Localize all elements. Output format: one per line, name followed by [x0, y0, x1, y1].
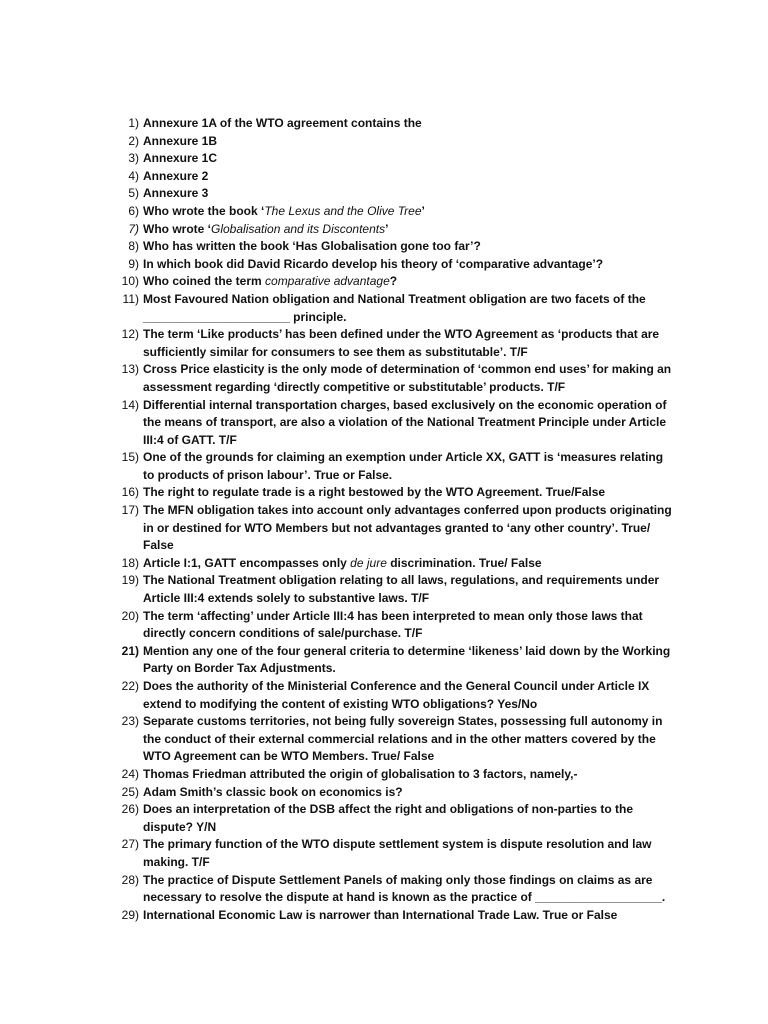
question-item: [113, 203, 673, 221]
question-item: [113, 608, 673, 643]
question-text-main: Separate customs territories, not being fully sovereign States, possessing full autonomy in the conduct of their external commercial relations and in the other matters covered by the WTO Agreement can be WTO Members. True/ False: [143, 714, 663, 764]
question-text: [143, 555, 673, 573]
question-item: [113, 185, 673, 203]
question-text-main: Annexure 1C: [143, 151, 218, 166]
question-text-main: The National Treatment obligation relating to all laws, regulations, and requirements under Article III:4 extends solely to substantive laws. T/F: [143, 573, 660, 606]
question-text-italic: The Lexus and the Olive Tree: [264, 203, 422, 218]
question-text: [143, 836, 673, 871]
question-number: 2): [128, 133, 139, 148]
question-text: [143, 221, 673, 239]
question-item: [113, 150, 673, 168]
question-text: [143, 608, 673, 643]
question-text-main: Who wrote the book ‘: [143, 203, 265, 218]
question-text: [143, 784, 673, 802]
question-item: [113, 643, 673, 678]
question-text-suffix: discrimination. True/ False: [386, 555, 542, 570]
question-number: 25): [121, 784, 139, 799]
question-number: 28): [121, 872, 139, 887]
question-text-main: Annexure 1B: [143, 133, 218, 148]
question-item: [113, 836, 673, 871]
question-text-suffix: ?: [389, 274, 398, 289]
question-number: 9): [128, 256, 139, 271]
question-number: 19): [121, 573, 139, 588]
question-number: 23): [121, 714, 139, 729]
question-number: 18): [121, 555, 139, 570]
question-text: [143, 643, 673, 678]
question-text: [143, 203, 673, 221]
question-text-main: Does an interpretation of the DSB affect the right and obligations of non-parties to the dispute? Y/N: [143, 802, 634, 834]
question-number: 20): [121, 608, 139, 623]
question-item: [113, 238, 673, 256]
question-text-main: Annexure 3: [143, 186, 209, 201]
question-text-main: Adam Smith’s classic book on economics is?: [143, 784, 403, 799]
question-number: 10): [121, 274, 139, 289]
question-number: 4): [128, 168, 139, 183]
question-item: [113, 872, 673, 907]
question-item: [113, 273, 673, 291]
question-text-suffix: ’: [421, 203, 425, 218]
question-item: [113, 221, 673, 239]
question-text-main: The term ‘affecting’ under Article III:4 has been interpreted to mean only those laws that directly concern conditions of sale/purchase. T/F: [143, 608, 643, 641]
question-text-italic: Globalisation and its Discontents: [211, 221, 386, 236]
question-text: [143, 326, 673, 361]
question-text-italic: comparative advantage: [265, 274, 390, 289]
question-text-main: Annexure 1A of the WTO agreement contains the: [143, 116, 422, 130]
question-text: [143, 291, 673, 326]
question-item: [113, 713, 673, 766]
question-item: [113, 766, 673, 784]
question-number: 27): [121, 837, 139, 852]
question-number: 21): [121, 643, 139, 658]
question-text-italic: de jure: [350, 555, 387, 570]
question-text: [143, 484, 673, 502]
question-text-main: The practice of Dispute Settlement Panels of making only those findings on claims as are necessary to resolve the dispute at hand is known as the practice of ___________________.: [143, 872, 666, 905]
question-item: [113, 291, 673, 326]
question-item: [113, 572, 673, 607]
question-item: [113, 326, 673, 361]
question-text-main: In which book did David Ricardo develop his theory of ‘comparative advantage’?: [143, 256, 604, 271]
question-number: 15): [121, 450, 139, 465]
question-number: 11): [122, 291, 139, 306]
question-text-main: Who wrote ‘: [143, 221, 211, 236]
question-text: [143, 150, 673, 168]
question-text: [143, 397, 673, 450]
question-item: [113, 133, 673, 151]
question-text: [143, 572, 673, 607]
question-item: [113, 678, 673, 713]
question-number: 13): [121, 362, 139, 377]
question-number: 16): [121, 485, 139, 500]
question-text-main: Who coined the term: [143, 274, 266, 289]
question-text-main: The right to regulate trade is a right bestowed by the WTO Agreement. True/False: [143, 485, 606, 500]
question-text-main: The MFN obligation takes into account only advantages conferred upon products originating in or destined for WTO Members but not advantages granted to ‘any other country’. True/ False: [143, 503, 672, 553]
question-number: 22): [121, 679, 139, 693]
question-text-main: Who has written the book ‘Has Globalisation gone too far’?: [143, 239, 481, 254]
question-number: 26): [121, 802, 139, 817]
question-item: [113, 801, 673, 836]
question-number: 24): [121, 766, 139, 781]
question-text-main: The primary function of the WTO dispute settlement system is dispute resolution and law making. T/F: [143, 837, 652, 869]
question-text-suffix: ’: [385, 221, 389, 236]
question-number: 1): [128, 116, 139, 130]
question-list: [113, 115, 673, 924]
question-text-main: Thomas Friedman attributed the origin of globalisation to 3 factors, namely,-: [143, 766, 578, 781]
question-item: [113, 555, 673, 573]
question-text: [143, 766, 673, 784]
question-text: [143, 256, 673, 274]
question-text: [143, 907, 673, 925]
question-item: [113, 907, 673, 925]
question-text-main: One of the grounds for claiming an exemption under Article XX, GATT is ‘measures relating to products of prison labour’. True or False.: [143, 450, 664, 482]
question-text: [143, 872, 673, 907]
question-text: [143, 449, 673, 484]
question-text-main: Differential internal transportation charges, based exclusively on the economic operation of the means of transport, are also a violation of the National Treatment Principle under Article III:4 of GATT. T/F: [143, 397, 667, 447]
question-text-main: Does the authority of the Ministerial Conference and the General Council under Article IX extend to modifying the content of existing WTO obligations? Yes/No: [143, 679, 650, 711]
question-text-main: Annexure 2: [143, 168, 209, 183]
question-text: [143, 238, 673, 256]
question-text-main: Most Favoured Nation obligation and National Treatment obligation are two facets of the ______________________ principle.: [143, 291, 646, 324]
question-number: 8): [128, 239, 139, 254]
question-number: 7): [128, 221, 139, 236]
question-item: [113, 449, 673, 484]
question-text-main: Cross Price elasticity is the only mode of determination of ‘common end uses’ for making an assessment regarding ‘directly competitive or substitutable’ products. T/F: [143, 362, 672, 394]
question-number: 17): [121, 503, 139, 518]
question-text: [143, 185, 673, 203]
question-number: 6): [128, 203, 139, 218]
question-number: 5): [128, 186, 139, 201]
question-item: [113, 168, 673, 186]
question-text-main: International Economic Law is narrower than International Trade Law. True or False: [143, 907, 618, 922]
question-number: 29): [121, 907, 139, 922]
question-text: [143, 133, 673, 151]
question-text: [143, 713, 673, 766]
question-text-main: The term ‘Like products’ has been defined under the WTO Agreement as ‘products that are sufficiently similar for consumers to see them as substitutable’. T/F: [143, 327, 660, 359]
question-text: [143, 502, 673, 555]
question-text-main: Article I:1, GATT encompasses only: [143, 555, 351, 570]
question-item: [113, 784, 673, 802]
question-number: 12): [121, 327, 139, 342]
question-text: [143, 168, 673, 186]
question-text-main: Mention any one of the four general criteria to determine ‘likeness’ laid down by the Working Party on Border Tax Adjustments.: [143, 643, 671, 676]
question-item: [113, 397, 673, 450]
question-item: [113, 256, 673, 274]
question-text: [143, 801, 673, 836]
question-item: [113, 361, 673, 396]
question-number: 3): [128, 151, 139, 166]
question-text: [143, 361, 673, 396]
question-text: [143, 115, 673, 133]
question-item: [113, 502, 673, 555]
question-number: 14): [121, 397, 139, 412]
question-item: [113, 115, 673, 133]
question-text: [143, 678, 673, 713]
question-item: [113, 484, 673, 502]
question-text: [143, 273, 673, 291]
